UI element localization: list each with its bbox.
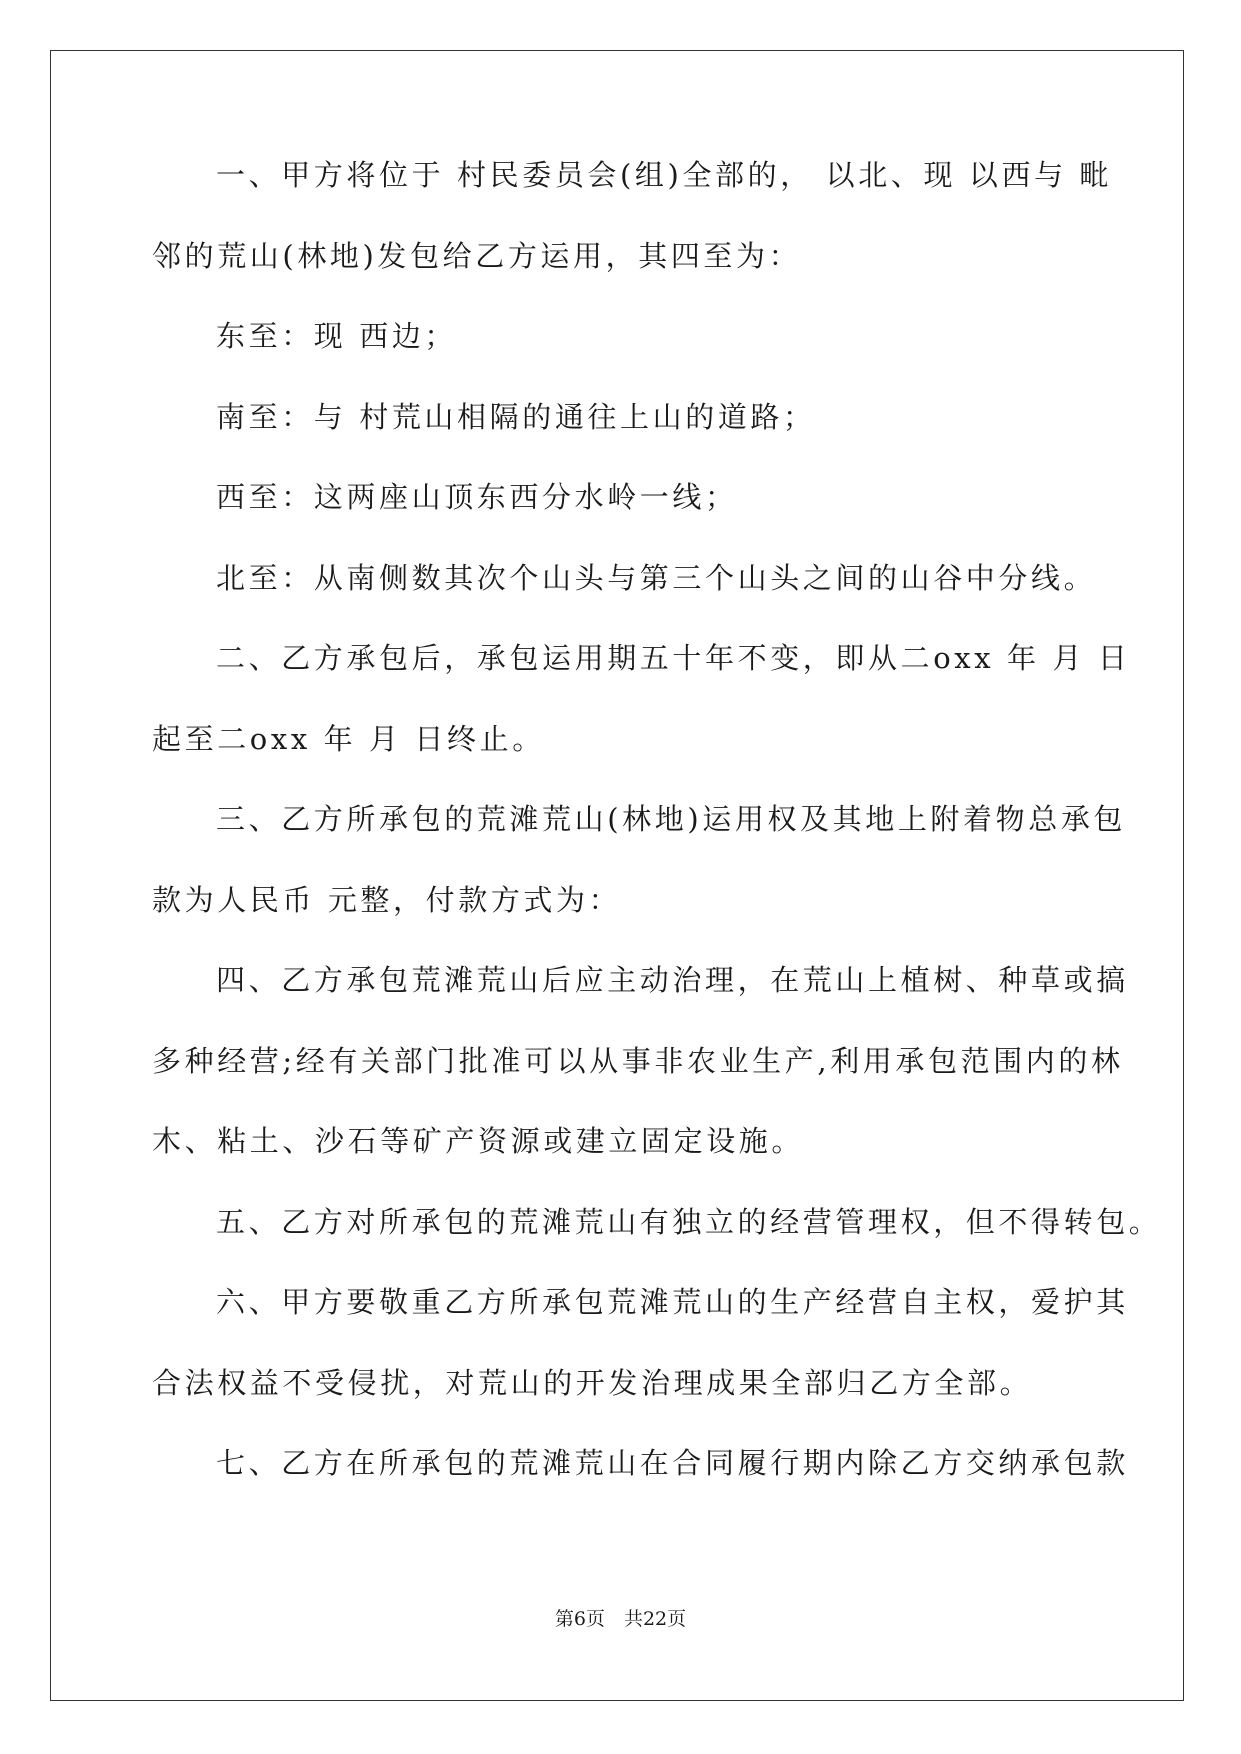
paragraph-line: 七、乙方在所承包的荒滩荒山在合同履行期内除乙方交纳承包款 xyxy=(216,1446,1129,1480)
paragraph-line: 四、乙方承包荒滩荒山后应主动治理，在荒山上植树、种草或搞 xyxy=(216,963,1129,997)
paragraph-line: 合法权益不受侵扰，对荒山的开发治理成果全部归乙方全部。 xyxy=(152,1365,1033,1400)
paragraph-line: 二、乙方承包后，承包运用期五十年不变，即从二oxx 年 月 日 xyxy=(216,641,1131,675)
paragraph-line: 北至：从南侧数其次个山头与第三个山头之间的山谷中分线。 xyxy=(216,560,1097,595)
paragraph-line: 五、乙方对所承包的荒滩荒山有独立的经营管理权，但不得转包。 xyxy=(216,1204,1162,1239)
paragraph-line: 六、甲方要敬重乙方所承包荒滩荒山的生产经营自主权，爱护其 xyxy=(216,1285,1129,1319)
paragraph-line: 一、甲方将位于 村民委员会(组)全部的， 以北、现 以西与 毗 xyxy=(216,158,1113,192)
paragraph-line: 西至：这两座山顶东西分水岭一线； xyxy=(216,480,738,514)
paragraph-line: 木、粘土、沙石等矿产资源或建立固定设施。 xyxy=(152,1124,805,1158)
paragraph-line: 南至：与 村荒山相隔的通往上山的道路； xyxy=(216,399,816,434)
paragraph-line: 东至：现 西边； xyxy=(216,319,458,353)
document-body xyxy=(152,158,1162,1527)
page-number-footer: 第6页 共22页 xyxy=(554,1608,687,1630)
paragraph-line: 三、乙方所承包的荒滩荒山(林地)运用权及其地上附着物总承包 xyxy=(216,802,1127,836)
paragraph-line: 起至二oxx 年 月 日终止。 xyxy=(152,721,545,756)
paragraph-line: 多种经营;经有关部门批准可以从事非农业生产,利用承包范围内的林 xyxy=(152,1043,1124,1078)
paragraph-line: 邻的荒山(林地)发包给乙方运用，其四至为： xyxy=(152,238,802,273)
paragraph-line: 款为人民币 元整，付款方式为： xyxy=(152,882,622,917)
